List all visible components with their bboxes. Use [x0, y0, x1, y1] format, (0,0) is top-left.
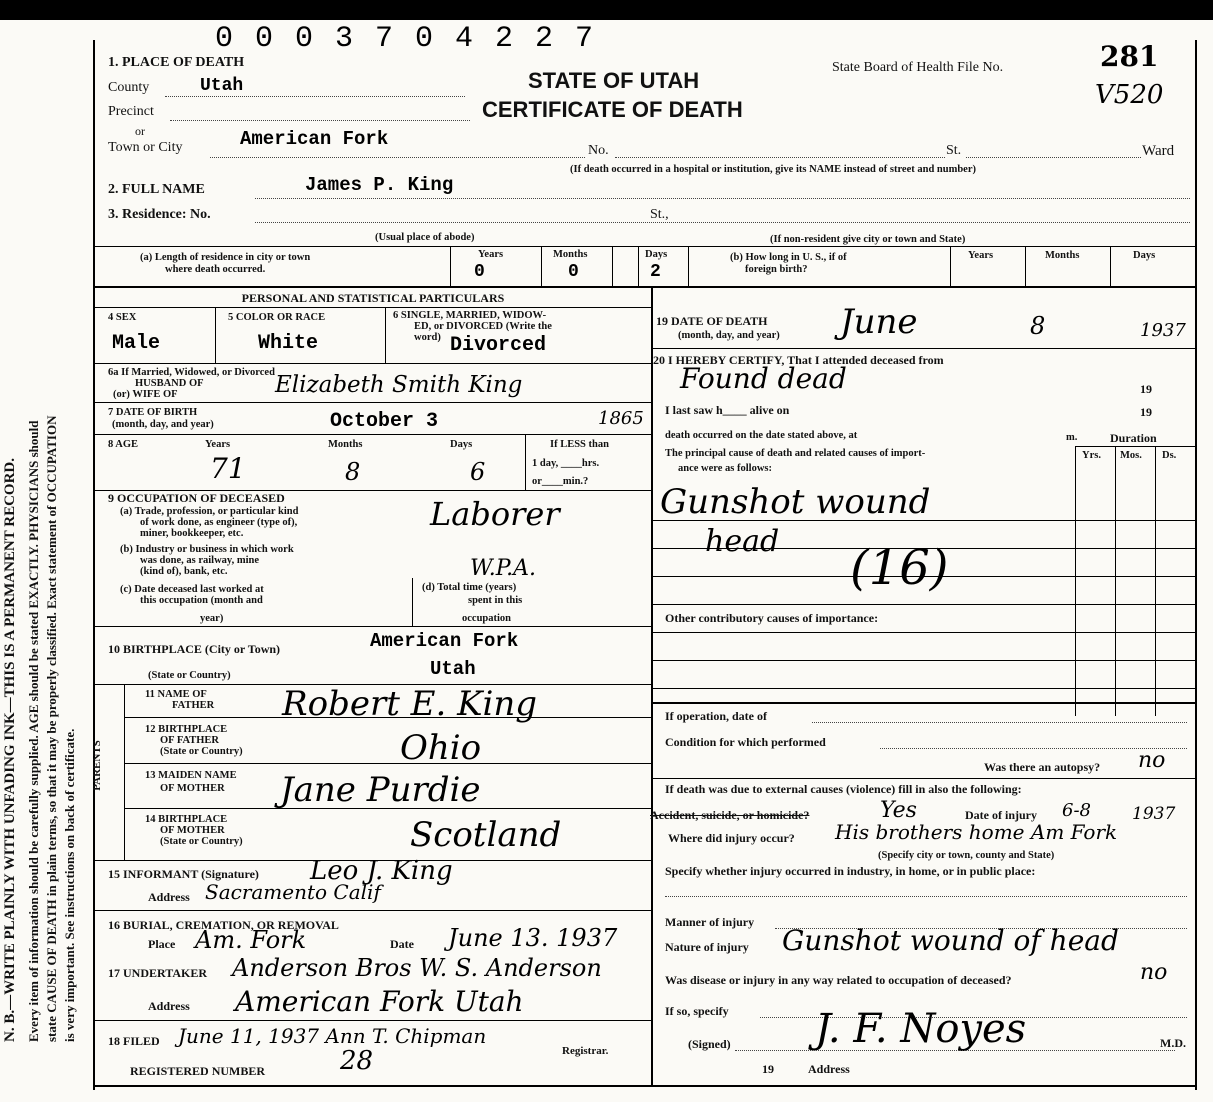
no-label: No. [588, 143, 609, 158]
less-label-1: If LESS than [550, 439, 609, 450]
disease-label: Was disease or injury in any way related to occupation of deceased? [665, 973, 1012, 987]
serial-number: 0 0 0 3 7 0 4 2 2 7 [215, 22, 596, 56]
last-saw-label: I last saw h____ alive on [665, 403, 790, 417]
dod-label-2: (month, day, and year) [678, 330, 780, 341]
mother-bp-label-2: OF MOTHER [160, 825, 225, 836]
file-note: V520 [1095, 80, 1164, 110]
scan-edge [0, 0, 1213, 20]
specify-label: (Specify city or town, county and State) [878, 850, 1055, 861]
industry-value: W.P.A. [470, 556, 536, 581]
mother-bp-value: Scotland [410, 815, 562, 855]
birthplace-city: American Fork [370, 630, 519, 652]
side-note-line1: N. B.—WRITE PLAINLY WITH UNFADING INK—THIS IS A PERMANENT RECORD. [2, 458, 18, 1042]
us-label-1: (b) How long in U. S., if of [730, 252, 847, 263]
full-name-value: James P. King [305, 174, 454, 196]
personal-heading-line [95, 307, 651, 308]
frame-bottom [93, 1085, 1195, 1087]
informant-label: 15 INFORMANT (Signature) [108, 867, 259, 881]
father-label-2: FATHER [172, 700, 215, 711]
less-label-2: 1 day, ____hrs. [532, 458, 600, 469]
yrs-h: Yrs. [1082, 450, 1101, 461]
specify-work-line [665, 896, 1187, 897]
mother-label-2: OF MOTHER [160, 783, 225, 794]
parents-col [124, 684, 125, 860]
res-col-2 [541, 246, 542, 286]
age-days-h: Days [450, 439, 473, 450]
age-years-h: Years [205, 439, 231, 450]
age-years: 71 [210, 452, 246, 485]
res-days-h: Days [645, 249, 668, 260]
principal-2: ance were as follows: [678, 463, 772, 474]
father-bp-label-1: 12 BIRTHPLACE [145, 724, 228, 735]
mother-value: Jane Purdie [280, 770, 481, 810]
ward-label: Ward [1142, 143, 1175, 159]
father-value: Robert E. King [282, 684, 538, 724]
dob-label-2: (month, day, and year) [112, 419, 214, 430]
row-6a-bottom [95, 402, 651, 403]
res-col-1 [450, 246, 451, 286]
file-label: State Board of Health File No. [832, 60, 1004, 75]
injury-date-label: Date of injury [965, 808, 1037, 822]
signature-value: J. F. Noyes [815, 1006, 1027, 1052]
signed-label: (Signed) [688, 1037, 731, 1051]
occ-a-3: miner, bookkeeper, etc. [140, 528, 244, 539]
occ-b-3: (kind of), bank, etc. [140, 566, 228, 577]
undertaker-addr: American Fork Utah [235, 985, 524, 1018]
spouse-value: Elizabeth Smith King [275, 372, 523, 398]
burial-place-label: Place [148, 937, 176, 951]
town-label: Town or City [108, 140, 183, 155]
length-label-1: (a) Length of residence in city or town [140, 252, 311, 263]
informant-addr: Sacramento Calif [205, 880, 381, 904]
ds-h: Ds. [1162, 450, 1177, 461]
precinct-line [170, 120, 470, 121]
dod-label-1: 19 DATE OF DEATH [656, 314, 768, 328]
manner-label: Manner of injury [665, 915, 755, 929]
occ-c-2: this occupation (month and [140, 595, 263, 606]
duration-top [1075, 446, 1195, 447]
residence-st-label: St., [650, 207, 669, 222]
res-months: 0 [568, 262, 579, 282]
dod-month: June [840, 302, 918, 342]
filed-label: 18 FILED [108, 1034, 160, 1048]
row-12-bottom [124, 763, 651, 764]
dod-day: 8 [1030, 312, 1046, 340]
age-days: 6 [470, 458, 486, 486]
undertaker-value: Anderson Bros W. S. Anderson [232, 954, 602, 982]
full-name-label: 2. FULL NAME [108, 182, 205, 197]
nature-value: Gunshot wound of head [782, 924, 1119, 957]
where-label: Where did injury occur? [668, 831, 795, 845]
father-bp-label-3: (State or Country) [160, 746, 243, 757]
town-line [210, 157, 585, 158]
undertaker-addr-label: Address [148, 999, 190, 1013]
contrib-label: Other contributory causes of importance: [665, 613, 881, 624]
cause-section-bottom [651, 702, 1195, 704]
injury-year: 1937 [1132, 804, 1176, 824]
usual-abode-note: (Usual place of abode) [375, 232, 475, 243]
dur-col-3 [1155, 446, 1156, 716]
occ-d-1: (d) Total time (years) [422, 582, 517, 593]
burial-date-label: Date [390, 937, 414, 951]
county-line [165, 96, 465, 97]
res-years: 0 [474, 262, 485, 282]
principal-1: The principal cause of death and related causes of import- [665, 448, 926, 459]
mother-bp-label-1: 14 BIRTHPLACE [145, 814, 228, 825]
registrar-label: Registrar. [562, 1045, 609, 1057]
spouse-label-2: HUSBAND OF [135, 378, 204, 389]
us-col-3 [1110, 246, 1111, 286]
color-col [385, 307, 386, 363]
res-row-bottom [93, 286, 1195, 288]
age-months-h: Months [328, 439, 363, 450]
spouse-label-1: 6a If Married, Widowed, or Divorced [108, 367, 275, 378]
row-11-bottom [124, 717, 651, 718]
signed-line [735, 1050, 1175, 1051]
mother-bp-label-3: (State or Country) [160, 836, 243, 847]
disease-value: no [1140, 960, 1168, 985]
res-row-top [93, 246, 1195, 247]
md-label: M.D. [1160, 1036, 1186, 1050]
father-label-1: 11 NAME OF [145, 689, 207, 700]
occ-b-2: was done, as railway, mine [140, 555, 260, 566]
ifso-label: If so, specify [665, 1004, 729, 1018]
cause-code: (16) [850, 540, 949, 596]
less-label-3: or____min.? [532, 476, 589, 487]
age-months: 8 [345, 458, 361, 486]
us-col-1 [950, 246, 951, 286]
burial-label: 16 BURIAL, CREMATION, OR REMOVAL [108, 918, 339, 932]
res-col-4 [638, 246, 639, 286]
cause-2: head [705, 524, 780, 559]
cert-19: 19 [1140, 382, 1152, 396]
side-note-line3: state CAUSE OF DEATH in plain terms, so that it may be properly classified. Exact statement of OCCUPATION [44, 415, 59, 1042]
row-13-bottom [124, 808, 651, 809]
marital-label-2: ED, or DIVORCED (Write the [414, 321, 552, 332]
injury-date: 6-8 [1062, 800, 1091, 821]
row-15-bottom [95, 910, 651, 911]
cert-label: 20 I HEREBY CERTIFY, That I attended deceased from [653, 353, 944, 367]
row-7-bottom [95, 434, 651, 435]
res-days: 2 [650, 262, 661, 282]
precinct-label: Precinct [108, 104, 154, 119]
burial-place: Am. Fork [195, 926, 307, 954]
dur-col-2 [1115, 446, 1116, 716]
personal-heading: PERSONAL AND STATISTICAL PARTICULARS [241, 291, 505, 305]
cause-row-6 [651, 660, 1195, 661]
residence-line [255, 222, 1190, 223]
county-label: County [108, 80, 150, 95]
occ-d-2: spent in this [468, 595, 523, 606]
where-value: His brothers home Am Fork [835, 820, 1118, 844]
dur-col-1 [1075, 446, 1076, 716]
marital-label-1: 6 SINGLE, MARRIED, WIDOW- [393, 310, 547, 321]
occ-label: 9 OCCUPATION OF DECEASED [108, 491, 285, 505]
found-dead: Found dead [680, 362, 847, 395]
hospital-note: (If death occurred in a hospital or institution, give its NAME instead of street and number) [570, 164, 977, 175]
burial-date: June 13. 1937 [448, 924, 618, 952]
operation-line [812, 722, 1187, 723]
father-bp-value: Ohio [400, 728, 482, 768]
res-years-h: Years [478, 249, 504, 260]
occurred-label: death occurred on the date stated above, at [665, 430, 858, 441]
specify-work-label: Specify whether injury occurred in industry, in home, or in public place: [665, 864, 1036, 878]
length-label-2: where death occurred. [165, 264, 266, 275]
accident-value: Yes [880, 798, 917, 823]
dob-label-1: 7 DATE OF BIRTH [108, 407, 198, 418]
sex-col [215, 307, 216, 363]
cause-1: Gunshot wound [660, 482, 931, 522]
row-4-bottom [95, 363, 651, 364]
res-col-3 [612, 246, 613, 286]
sex-value: Male [112, 332, 161, 355]
birthplace-state-label: (State or Country) [148, 670, 231, 681]
frame-right [1195, 40, 1197, 1090]
age-col [525, 434, 526, 490]
us-years-h: Years [968, 250, 994, 261]
reg-label: REGISTERED NUMBER [130, 1064, 266, 1078]
occupation-value: Laborer [430, 495, 560, 533]
marital-value: Divorced [450, 334, 547, 357]
county-value: Utah [200, 76, 244, 96]
mother-label-1: 13 MAIDEN NAME [145, 770, 237, 781]
reg-number: 28 [340, 1046, 374, 1076]
age-label: 8 AGE [108, 439, 139, 450]
external-label: If death was due to external causes (violence) fill in also the following: [665, 782, 1022, 796]
operation-label: If operation, date of [665, 709, 767, 723]
occ-c-3: year) [200, 613, 224, 624]
birthplace-label: 10 BIRTHPLACE (City or Town) [108, 642, 281, 656]
marital-label-3: word) [414, 332, 441, 343]
town-value: American Fork [240, 128, 389, 150]
or-label: or [135, 124, 145, 138]
cause-row-7 [651, 688, 1195, 689]
last-saw-19: 19 [1140, 405, 1152, 419]
dob-value: October 3 [330, 410, 439, 433]
undertaker-label: 17 UNDERTAKER [108, 966, 208, 980]
cause-row-4 [651, 604, 1195, 605]
us-days-h: Days [1133, 250, 1156, 261]
cause-row-5 [651, 632, 1195, 633]
autopsy-label: Was there an autopsy? [984, 760, 1101, 774]
autopsy-value: no [1138, 748, 1166, 773]
place-heading: 1. PLACE OF DEATH [108, 55, 245, 70]
nonresident-note: (If non-resident give city or town and State) [770, 234, 966, 245]
no-line [615, 157, 945, 158]
occ-b-1: (b) Industry or business in which work [120, 544, 294, 555]
spouse-label-3: (or) WIFE OF [113, 389, 178, 400]
informant-addr-label: Address [148, 890, 190, 904]
file-number: 281 [1100, 40, 1159, 73]
occ-a-2: of work done, as engineer (type of), [140, 517, 298, 528]
res-col-5 [688, 246, 689, 286]
full-name-line [255, 198, 1190, 199]
center-divider [651, 286, 653, 1086]
occ-a-1: (a) Trade, profession, or particular kind [120, 506, 299, 517]
accident-label: Accident, suicide, or homicide? [650, 808, 810, 822]
condition-label: Condition for which performed [665, 735, 826, 749]
duration-label: Duration [1110, 431, 1157, 445]
row-9-bottom [95, 626, 651, 627]
frame-left [93, 40, 95, 1090]
title-certificate: CERTIFICATE OF DEATH [482, 97, 743, 122]
birthplace-state: Utah [430, 658, 476, 680]
st-label: St. [946, 143, 962, 158]
side-note [0, 62, 92, 1102]
st-line [966, 157, 1141, 158]
occ-d-col [412, 578, 413, 626]
m-label: m. [1066, 432, 1078, 443]
dod-year: 1937 [1140, 320, 1186, 341]
us-months-h: Months [1045, 250, 1080, 261]
color-value: White [258, 332, 319, 355]
informant-value: Leo J. King [310, 856, 453, 886]
occ-d-3: occupation [462, 613, 512, 624]
nature-label: Nature of injury [665, 940, 749, 954]
occ-c-1: (c) Date deceased last worked at [120, 584, 264, 595]
side-note-line2: Every item of information should be carefully supplied. AGE should be stated EXACTLY. PHYSICIANS should [26, 420, 41, 1042]
date-19-label: 19 [762, 1062, 774, 1076]
row-17-bottom [95, 1020, 651, 1021]
color-label: 5 COLOR OR RACE [228, 312, 326, 323]
dob-year: 1865 [598, 408, 644, 429]
father-bp-label-2: OF FATHER [160, 735, 220, 746]
residence-label: 3. Residence: No. [108, 207, 211, 222]
res-months-h: Months [553, 249, 588, 260]
parents-label: PARENTS [90, 740, 103, 791]
us-label-2: foreign birth? [745, 264, 808, 275]
filed-value: June 11, 1937 Ann T. Chipman [178, 1024, 487, 1048]
autopsy-bottom [651, 778, 1195, 779]
sex-label: 4 SEX [108, 312, 137, 323]
title-state: STATE OF UTAH [528, 68, 700, 93]
address-label: Address [808, 1062, 850, 1076]
row-19-bottom [651, 348, 1195, 349]
side-note-line4: is very important. See instructions on back of certificate. [62, 728, 77, 1042]
mos-h: Mos. [1120, 450, 1142, 461]
us-col-2 [1025, 246, 1026, 286]
